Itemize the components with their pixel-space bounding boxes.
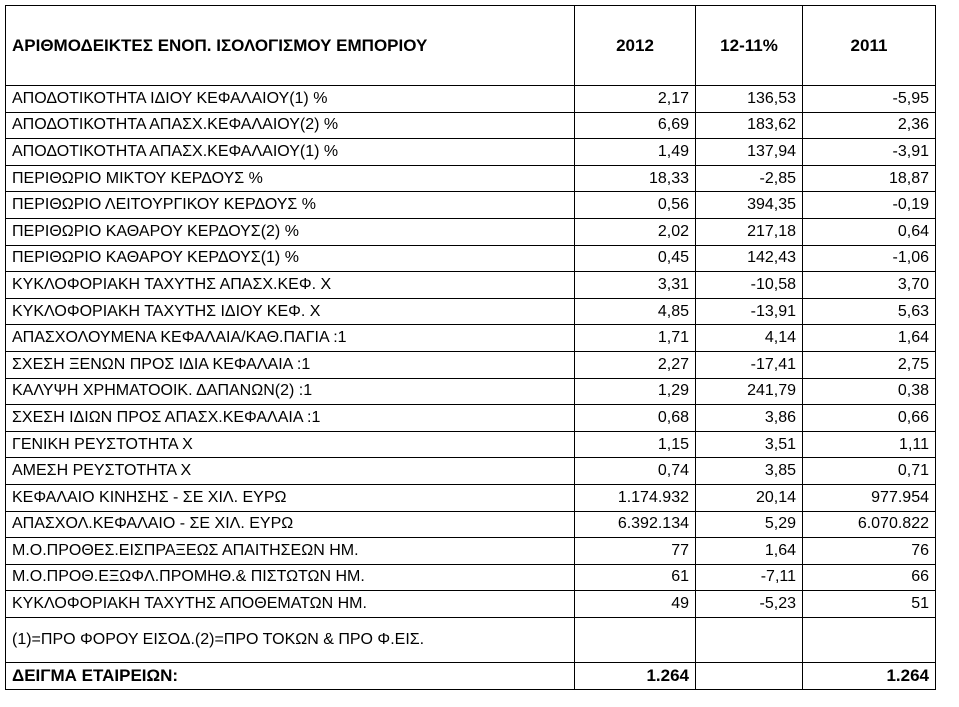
value-2012: 2,02 [575,218,696,245]
row-label: ΣΧΕΣΗ ΞΕΝΩΝ ΠΡΟΣ ΙΔΙΑ ΚΕΦΑΛΑΙΑ :1 [6,351,575,378]
table-row [6,298,936,325]
row-label: ΠΕΡΙΘΩΡΙΟ ΚΑΘΑΡΟΥ ΚΕΡΔΟΥΣ(1) % [6,245,575,272]
value-2011: 76 [803,538,936,565]
table-row [6,218,936,245]
footnote-row [6,617,936,662]
table-title: ΑΡΙΘΜΟΔΕΙΚΤΕΣ ΕΝΟΠ. ΙΣΟΛΟΓΙΣΜΟΥ ΕΜΠΟΡΙΟΥ [6,6,575,86]
table-row [6,112,936,139]
row-label: Μ.Ο.ΠΡΟΘ.ΕΞΩΦΛ.ΠΡΟΜΗΘ.& ΠΙΣΤΩΤΩΝ ΗΜ. [6,564,575,591]
value-2012: 4,85 [575,298,696,325]
value-change: 136,53 [696,86,803,113]
value-2011: 5,63 [803,298,936,325]
sample-label: ΔΕΙΓΜΑ ΕΤΑΙΡΕΙΩΝ: [6,662,575,689]
table-row [6,511,936,538]
sample-change [696,662,803,689]
table-row [6,192,936,219]
footnote-empty-2 [696,617,803,662]
value-2012: 6,69 [575,112,696,139]
table-row [6,325,936,352]
value-change: -10,58 [696,272,803,299]
footnote-empty-3 [803,617,936,662]
row-label: ΚΑΛΥΨΗ ΧΡΗΜΑΤΟΟΙΚ. ΔΑΠΑΝΩΝ(2) :1 [6,378,575,405]
value-2011: 66 [803,564,936,591]
value-change: 241,79 [696,378,803,405]
row-label: ΣΧΕΣΗ ΙΔΙΩΝ ΠΡΟΣ ΑΠΑΣΧ.ΚΕΦΑΛΑΙΑ :1 [6,405,575,432]
value-2011: -0,19 [803,192,936,219]
table-row [6,405,936,432]
value-2012: 77 [575,538,696,565]
table-row [6,351,936,378]
value-2011: -3,91 [803,139,936,166]
value-change: 3,51 [696,431,803,458]
value-2012: 0,68 [575,405,696,432]
table-row [6,139,936,166]
table-row [6,484,936,511]
value-change: -7,11 [696,564,803,591]
value-2011: 0,71 [803,458,936,485]
column-header-2012: 2012 [575,6,696,86]
footnote: (1)=ΠΡΟ ΦΟΡΟΥ ΕΙΣΟΔ.(2)=ΠΡΟ ΤΟΚΩΝ & ΠΡΟ Φ.ΕΙΣ. [6,617,575,662]
table-row [6,165,936,192]
value-2012: 1,71 [575,325,696,352]
value-change: 3,85 [696,458,803,485]
row-label: ΑΠΑΣΧΟΛΟΥΜΕΝΑ ΚΕΦΑΛΑΙΑ/ΚΑΘ.ΠΑΓΙΑ :1 [6,325,575,352]
table-row [6,86,936,113]
table-row [6,245,936,272]
table-row [6,378,936,405]
sample-2012: 1.264 [575,662,696,689]
value-2012: 18,33 [575,165,696,192]
row-label: ΠΕΡΙΘΩΡΙΟ ΚΑΘΑΡΟΥ ΚΕΡΔΟΥΣ(2) % [6,218,575,245]
value-2011: 0,64 [803,218,936,245]
value-change: -17,41 [696,351,803,378]
row-label: ΠΕΡΙΘΩΡΙΟ ΜΙΚΤΟΥ ΚΕΡΔΟΥΣ % [6,165,575,192]
value-change: 20,14 [696,484,803,511]
header-row [6,6,936,86]
value-change: 142,43 [696,245,803,272]
value-2012: 0,74 [575,458,696,485]
table-row [6,538,936,565]
row-label: ΠΕΡΙΘΩΡΙΟ ΛΕΙΤΟΥΡΓΙΚΟΥ ΚΕΡΔΟΥΣ % [6,192,575,219]
value-2012: 0,56 [575,192,696,219]
value-change: 1,64 [696,538,803,565]
row-label: ΑΠΟΔΟΤΙΚΟΤΗΤΑ ΑΠΑΣΧ.ΚΕΦΑΛΑΙΟΥ(2) % [6,112,575,139]
value-2012: 1,29 [575,378,696,405]
row-label: ΑΠΟΔΟΤΙΚΟΤΗΤΑ ΙΔΙΟΥ ΚΕΦΑΛΑΙΟΥ(1) % [6,86,575,113]
value-2012: 0,45 [575,245,696,272]
value-change: 5,29 [696,511,803,538]
row-label: ΓΕΝΙΚΗ ΡΕΥΣΤΟΤΗΤΑ Χ [6,431,575,458]
value-2011: 18,87 [803,165,936,192]
row-label: Μ.Ο.ΠΡΟΘΕΣ.ΕΙΣΠΡΑΞΕΩΣ ΑΠΑΙΤΗΣΕΩΝ ΗΜ. [6,538,575,565]
value-change: 137,94 [696,139,803,166]
value-change: 217,18 [696,218,803,245]
summary-row [6,662,936,689]
table-row [6,272,936,299]
table-row [6,458,936,485]
value-change: -13,91 [696,298,803,325]
row-label: ΑΠΟΔΟΤΙΚΟΤΗΤΑ ΑΠΑΣΧ.ΚΕΦΑΛΑΙΟΥ(1) % [6,139,575,166]
sample-2011: 1.264 [803,662,936,689]
value-change: 3,86 [696,405,803,432]
value-2011: 0,66 [803,405,936,432]
value-2011: 977.954 [803,484,936,511]
value-2011: -5,95 [803,86,936,113]
row-label: ΚΥΚΛΟΦΟΡΙΑΚΗ ΤΑΧΥΤΗΣ ΑΠΑΣΧ.ΚΕΦ. Χ [6,272,575,299]
value-2012: 1,49 [575,139,696,166]
value-2011: 0,38 [803,378,936,405]
table-row [6,591,936,618]
row-label: ΚΥΚΛΟΦΟΡΙΑΚΗ ΤΑΧΥΤΗΣ ΙΔΙΟΥ ΚΕΦ. Χ [6,298,575,325]
value-2012: 1.174.932 [575,484,696,511]
value-2012: 61 [575,564,696,591]
value-2012: 3,31 [575,272,696,299]
value-2012: 2,17 [575,86,696,113]
value-2012: 49 [575,591,696,618]
ratios-table [5,5,936,690]
value-2011: -1,06 [803,245,936,272]
footnote-empty-1 [575,617,696,662]
value-2012: 2,27 [575,351,696,378]
column-header-2011: 2011 [803,6,936,86]
table-row [6,564,936,591]
value-2011: 2,36 [803,112,936,139]
value-2011: 1,64 [803,325,936,352]
value-2012: 6.392.134 [575,511,696,538]
value-change: 4,14 [696,325,803,352]
value-change: -5,23 [696,591,803,618]
row-label: ΑΠΑΣΧΟΛ.ΚΕΦΑΛΑΙΟ - ΣΕ ΧΙΛ. ΕΥΡΩ [6,511,575,538]
value-2012: 1,15 [575,431,696,458]
value-2011: 2,75 [803,351,936,378]
value-2011: 1,11 [803,431,936,458]
table-row [6,431,936,458]
value-2011: 51 [803,591,936,618]
column-header-change: 12-11% [696,6,803,86]
row-label: ΚΕΦΑΛΑΙΟ ΚΙΝΗΣΗΣ - ΣΕ ΧΙΛ. ΕΥΡΩ [6,484,575,511]
value-change: 394,35 [696,192,803,219]
value-change: 183,62 [696,112,803,139]
value-2011: 3,70 [803,272,936,299]
row-label: ΚΥΚΛΟΦΟΡΙΑΚΗ ΤΑΧΥΤΗΣ ΑΠΟΘΕΜΑΤΩΝ ΗΜ. [6,591,575,618]
value-change: -2,85 [696,165,803,192]
row-label: ΑΜΕΣΗ ΡΕΥΣΤΟΤΗΤΑ Χ [6,458,575,485]
value-2011: 6.070.822 [803,511,936,538]
